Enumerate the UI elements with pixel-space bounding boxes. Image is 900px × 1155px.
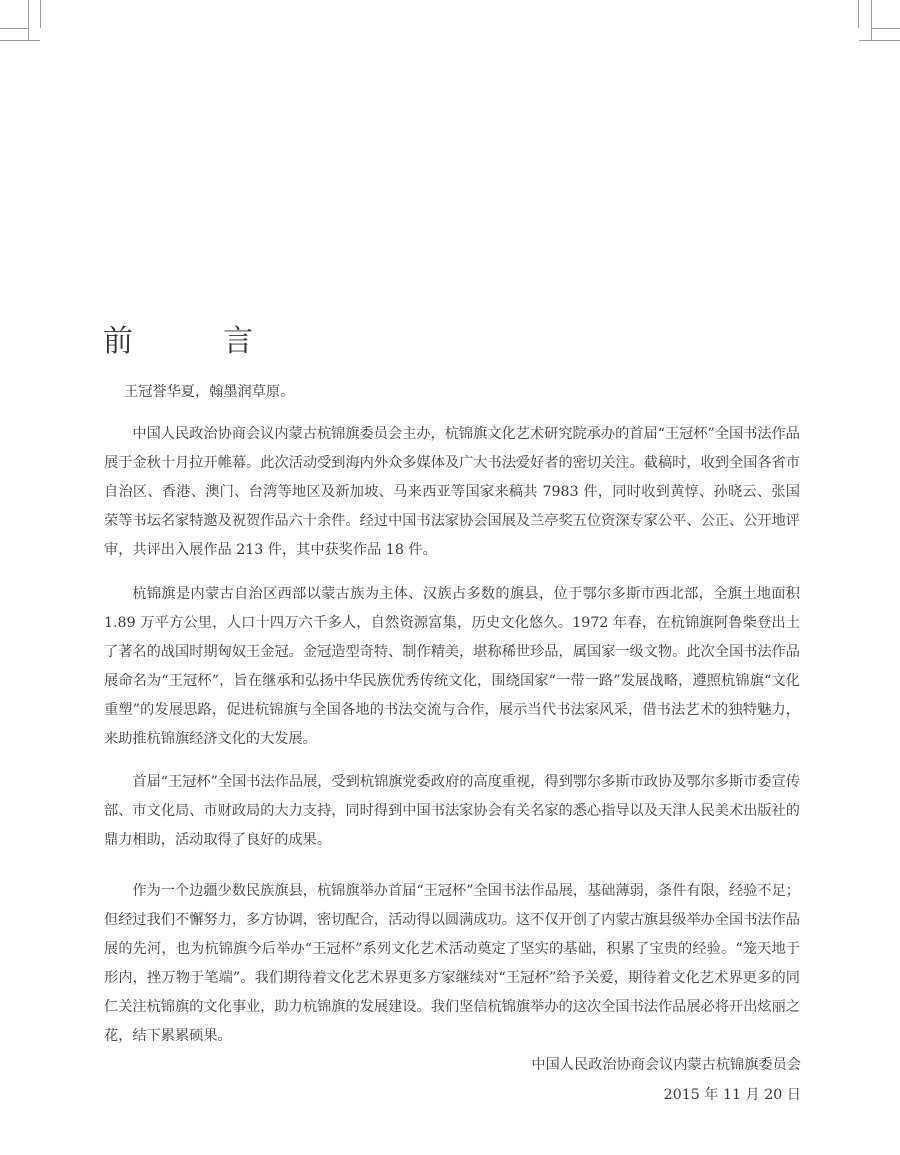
signature-date: 2015 年 11 月 20 日: [663, 1087, 801, 1103]
crop-mark-top-right-horizontal: [859, 40, 900, 41]
crop-mark-top-left-vertical-inner: [40, 0, 41, 28]
paragraph-closing-expectations: 作为一个边疆少数民族旗县，杭锦旗举办首届“王冠杯”全国书法作品展，基础薄弱，条件有限，经验不足；但经过我们不懈努力，多方协调，密切配合，活动得以圆满成功。这不仅开创了内蒙古旗县级举办全国书法作品展的先河，也为杭锦旗今后举办“王冠杯”系列文化艺术活动奠定了坚实的基础，积累了宝贵的经验。“笼天地于形内，挫万物于笔端”。我们期待着文化艺术界更多方家继续对“王冠杯”给予关爱，期待着文化艺术界更多的同仁关注杭锦旗的文化事业，助力杭锦旗的发展建设。我们坚信杭锦旗举办的这次全国书法作品展必将开出炫丽之花，结下累累硕果。: [104, 883, 800, 1044]
crop-mark-top-right-horizontal-inner: [872, 28, 900, 29]
crop-mark-top-left-horizontal-inner: [0, 40, 40, 41]
paragraph-support-acknowledgement: 首届“王冠杯”全国书法作品展，受到杭锦旗党委政府的高度重视，得到鄂尔多斯市政协及鄂尔多斯市委宣传部、市文化局、市财政局的大力支持，同时得到中国书法家协会有关名家的悉心指导以及天津人民美术出版社的鼎力相助，活动取得了良好的成果。: [104, 774, 800, 848]
crop-mark-top-left-horizontal: [0, 28, 28, 29]
crop-mark-top-right-vertical: [858, 0, 859, 28]
opening-line: 王冠誉华夏，翰墨润草原。: [124, 384, 295, 400]
page-title: 前 言: [103, 324, 283, 359]
crop-mark-top-left-vertical: [28, 0, 29, 40]
paragraph-exhibition-overview: 中国人民政治协商会议内蒙古杭锦旗委员会主办，杭锦旗文化艺术研究院承办的首届“王冠杯”全国书法作品展于金秋十月拉开帷幕。此次活动受到海内外众多媒体及广大书法爱好者的密切关注。截稿时，收到全国各省市自治区、香港、澳门、台湾等地区及新加坡、马来西亚等国家来稿共 7983 件，同时收到黄惇、孙晓云、张国荣等书坛名家特邀及祝贺作品六十余件。经过中国书法家协会国展及兰亭奖五位资深专家公平、公正、公开地评审，共评出入展作品 213 件，其中获奖作品 18 件。: [104, 426, 800, 558]
signature-organization: 中国人民政治协商会议内蒙古杭锦旗委员会: [531, 1057, 801, 1073]
paragraph-hangjin-banner-intro: 杭锦旗是内蒙古自治区西部以蒙古族为主体、汉族占多数的旗县，位于鄂尔多斯市西北部，全旗土地面积 1.89 万平方公里，人口十四万六千多人，自然资源富集，历史文化悠久。1972 年春，在杭锦旗阿鲁柴登出土了著名的战国时期匈奴王金冠。金冠造型奇特、制作精美，堪称稀世珍品，属国家一级文物。此次全国书法作品展命名为“王冠杯”，旨在继承和弘扬中华民族优秀传统文化，围绕国家“一带一路”发展战略，遵照杭锦旗“文化重塑”的发展思路，促进杭锦旗与全国各地的书法交流与合作，展示当代书法家风采，借书法艺术的独特魅力，来助推杭锦旗经济文化的大发展。: [104, 586, 800, 747]
crop-mark-top-right-vertical-inner: [871, 0, 872, 40]
